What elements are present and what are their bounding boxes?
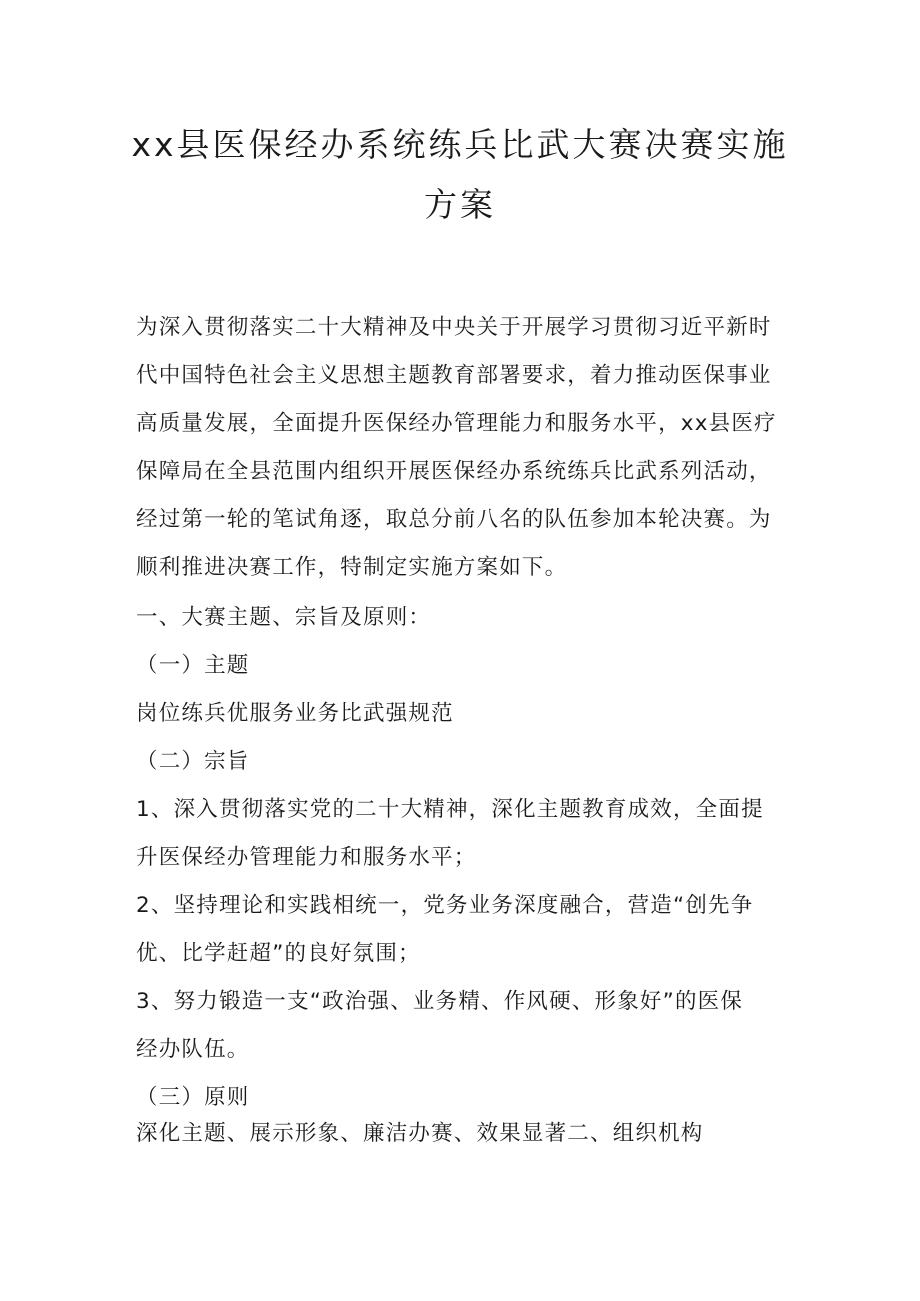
paragraph-line: 高质量发展，全面提升医保经办管理能力和服务水平，xx县医疗 xyxy=(136,411,777,436)
list-item-line: 优、比学赶超”的良好氛围； xyxy=(136,941,421,966)
paragraph-line: 顺利推进决赛工作，特制定实施方案如下。 xyxy=(136,555,568,580)
paragraph-line: 代中国特色社会主义思想主题教育部署要求，着力推动医保事业 xyxy=(136,363,772,388)
list-item-line: 升医保经办管理能力和服务水平； xyxy=(136,845,477,870)
subsection-heading: （二）宗旨 xyxy=(136,749,250,774)
paragraph-line: 为深入贯彻落实二十大精神及中央关于开展学习贯彻习近平新时 xyxy=(136,315,772,340)
paragraph-line: 深化主题、展示形象、廉洁办赛、效果显著二、组织机构 xyxy=(136,1121,704,1146)
subsection-heading: （一）主题 xyxy=(136,653,250,678)
list-item-line: 经办队伍。 xyxy=(136,1037,250,1062)
list-item-line: 3、努力锻造一支“政治强、业务精、作风硬、形象好”的医保 xyxy=(136,989,744,1014)
section-heading: 一、大赛主题、宗旨及原则： xyxy=(136,605,432,630)
subsection-heading: （三）原则 xyxy=(136,1085,250,1110)
paragraph-line: 经过第一轮的笔试角逐，取总分前八名的队伍参加本轮决赛。为 xyxy=(136,507,772,532)
document-title-line-2: 方案 xyxy=(424,185,496,224)
paragraph-line: 岗位练兵优服务业务比武强规范 xyxy=(136,701,454,726)
document-title-line-1: xx县医保经办系统练兵比武大赛决赛实施 xyxy=(131,125,789,164)
list-item-line: 1、深入贯彻落实党的二十大精神，深化主题教育成效，全面提 xyxy=(136,797,764,822)
paragraph-line: 保障局在全县范围内组织开展医保经办系统练兵比武系列活动， xyxy=(136,459,772,484)
list-item-line: 2、坚持理论和实践相统一，党务业务深度融合，营造“创先争 xyxy=(136,893,754,918)
